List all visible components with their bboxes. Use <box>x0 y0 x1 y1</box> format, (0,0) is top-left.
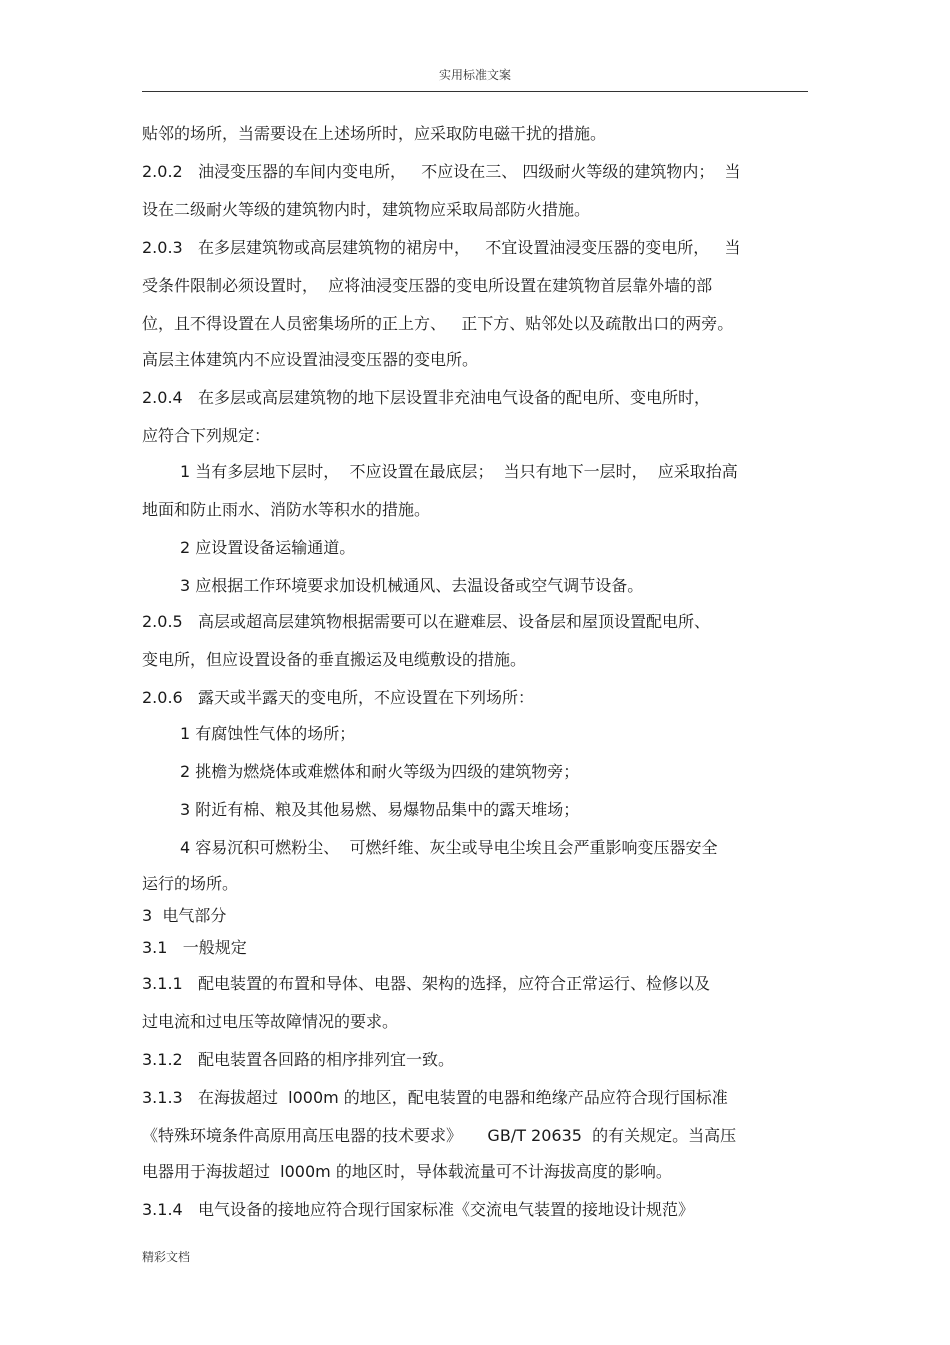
page-header: 实用标准文案 <box>438 68 511 82</box>
text-line: 3.1.2 配电装置各回路的相序排列宜一致。 <box>142 1050 454 1069</box>
text-line: 《特殊环境条件高原用高压电器的技术要求》 GB/T 20635 的有关规定。当高压 <box>142 1126 737 1145</box>
text-line: 2.0.6 露天或半露天的变电所，不应设置在下列场所： <box>142 688 534 707</box>
list-item: 1 当有多层地下层时， 不应设置在最底层； 当只有地下一层时， 应采取抬高 <box>180 462 738 481</box>
text-line: 运行的场所。 <box>142 874 239 893</box>
text-line: 电器用于海拔超过 l000m 的地区时，导体载流量可不计海拔高度的影响。 <box>142 1162 672 1181</box>
text-line: 2.0.4 在多层或高层建筑物的地下层设置非充油电气设备的配电所、变电所时， <box>142 388 710 407</box>
section-heading: 3 电气部分 <box>142 906 227 925</box>
text-line: 过电流和过电压等故障情况的要求。 <box>142 1012 399 1031</box>
list-item: 1 有腐蚀性气体的场所； <box>180 724 356 743</box>
text-line: 2.0.3 在多层建筑物或高层建筑物的裙房中， 不宜设置油浸变压器的变电所， 当 <box>142 238 741 257</box>
text-line: 2.0.5 高层或超高层建筑物根据需要可以在避难层、设备层和屋顶设置配电所、 <box>142 612 710 631</box>
text-line: 应符合下列规定： <box>142 426 271 445</box>
text-line: 2.0.2 油浸变压器的车间内变电所， 不应设在三、 四级耐火等级的建筑物内； 当 <box>142 162 741 181</box>
header-divider <box>142 91 808 92</box>
text-line: 变电所，但应设置设备的垂直搬运及电缆敷设的措施。 <box>142 650 527 669</box>
list-item: 3 附近有棉、粮及其他易燃、易爆物品集中的露天堆场； <box>180 800 580 819</box>
list-item: 4 容易沉积可燃粉尘、 可燃纤维、灰尘或导电尘埃且会严重影响变压器安全 <box>180 838 718 857</box>
list-item: 3 应根据工作环境要求加设机械通风、去温设备或空气调节设备。 <box>180 576 644 595</box>
subsection-heading: 3.1 一般规定 <box>142 938 247 957</box>
text-line: 位，且不得设置在人员密集场所的正上方、 正下方、贴邻处以及疏散出口的两旁。 <box>142 314 734 333</box>
text-line: 3.1.3 在海拔超过 l000m 的地区，配电装置的电器和绝缘产品应符合现行国标准 <box>142 1088 728 1107</box>
text-line: 3.1.1 配电装置的布置和导体、电器、架构的选择，应符合正常运行、检修以及 <box>142 974 710 993</box>
text-line: 地面和防止雨水、消防水等积水的措施。 <box>142 500 431 519</box>
page-footer: 精彩文档 <box>142 1250 191 1264</box>
text-line: 设在二级耐火等级的建筑物内时，建筑物应采取局部防火措施。 <box>142 200 591 219</box>
text-line: 3.1.4 电气设备的接地应符合现行国家标准《交流电气装置的接地设计规范》 <box>142 1200 694 1219</box>
text-line: 高层主体建筑内不应设置油浸变压器的变电所。 <box>142 350 479 369</box>
list-item: 2 挑檐为燃烧体或难燃体和耐火等级为四级的建筑物旁； <box>180 762 580 781</box>
list-item: 2 应设置设备运输通道。 <box>180 538 356 557</box>
text-line: 受条件限制必须设置时， 应将油浸变压器的变电所设置在建筑物首层靠外墙的部 <box>142 276 713 295</box>
text-line: 贴邻的场所，当需要设在上述场所时，应采取防电磁干扰的措施。 <box>142 124 607 143</box>
